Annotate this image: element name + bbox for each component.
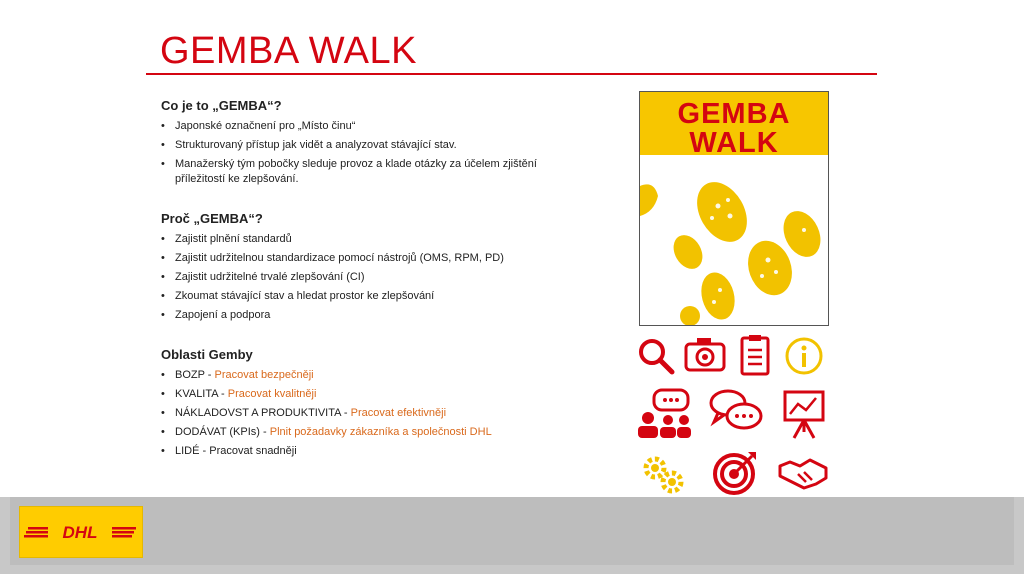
- book-title: GEMBA WALK: [677, 98, 791, 159]
- area-detail: Plnit požadavky zákazníka a společnosti DHL: [269, 426, 492, 438]
- area-detail: Pracovat bezpečněji: [214, 369, 314, 381]
- bullet-list: [161, 368, 601, 459]
- area-label: KVALITA -: [175, 388, 228, 400]
- footprints-illustration: [640, 156, 828, 326]
- magnifier-icon: [636, 336, 676, 376]
- bullet-item: • Zkoumat stávající stav a hledat prostor ke zlepšování: [161, 289, 601, 304]
- title-divider: [146, 73, 877, 75]
- area-detail: Pracovat efektivněji: [350, 407, 447, 419]
- camera-icon: [684, 336, 726, 372]
- handshake-icon: [778, 456, 828, 490]
- section-heading: Proč „GEMBA“?: [161, 211, 263, 226]
- footer-bar: [0, 497, 1024, 574]
- section-gemba-areas: [161, 347, 601, 459]
- footer-panel: [10, 497, 1014, 565]
- bullet-item: • Japonské označnení pro „Místo činu“: [161, 119, 601, 134]
- bullet-item: • Zajistit udržitelnou standardizace pomocí nástrojů (OMS, RPM, PD): [161, 251, 601, 266]
- section-heading: Co je to „GEMBA“?: [161, 98, 282, 113]
- dhl-logo-text: DHL: [62, 523, 98, 542]
- book-subtitle: The real thing – the real people – the real place: [644, 162, 824, 172]
- dhl-logo-mark: [20, 507, 142, 557]
- bullet-item: • Zapojení a podpora: [161, 308, 601, 323]
- bullet-item: [161, 425, 601, 440]
- icon-grid: [632, 330, 832, 500]
- presentation-icon: [782, 388, 826, 440]
- bullet-item: • Manažerský tým pobočky sleduje provoz a klade otázky za účelem zjištění příležitostí ke zlepšování.: [161, 157, 545, 187]
- area-label: NÁKLADOVST A PRODUKTIVITA -: [175, 407, 351, 419]
- section-what-is-gemba: [161, 98, 601, 187]
- section-why-gemba: [161, 211, 601, 323]
- bullet-item: • Zajistit udržitelné trvalé zlepšování (CI): [161, 270, 601, 285]
- bullet-item: • Strukturovaný přístup jak vidět a analyzovat stávající stav.: [161, 138, 601, 153]
- speech-bubbles-icon: [708, 388, 764, 434]
- area-detail: Pracovat kvalitněji: [227, 388, 317, 400]
- bullet-item: [161, 387, 601, 402]
- gears-icon: [640, 452, 686, 496]
- area-label: BOZP -: [175, 369, 215, 381]
- bullet-item: [161, 444, 601, 459]
- checklist-icon: [740, 334, 770, 376]
- slide-title: GEMBA WALK: [160, 30, 417, 72]
- bullet-item: [161, 406, 601, 421]
- gemba-walk-book-cover: [639, 91, 829, 326]
- slide-content: [161, 98, 601, 477]
- bullet-list: [161, 119, 601, 187]
- area-label: LIDÉ - Pracovat snadněji: [175, 445, 297, 457]
- dhl-logo: [19, 506, 143, 558]
- book-cover-header: [640, 92, 828, 172]
- area-label: DODÁVAT (KPIs) -: [175, 426, 270, 438]
- bullet-item: [161, 368, 601, 383]
- section-heading: Oblasti Gemby: [161, 347, 253, 362]
- target-icon: [712, 450, 758, 496]
- bullet-item: • Zajistit plnění standardů: [161, 232, 601, 247]
- team-chat-icon: [636, 388, 692, 440]
- info-icon: [784, 336, 824, 376]
- bullet-list: [161, 232, 601, 323]
